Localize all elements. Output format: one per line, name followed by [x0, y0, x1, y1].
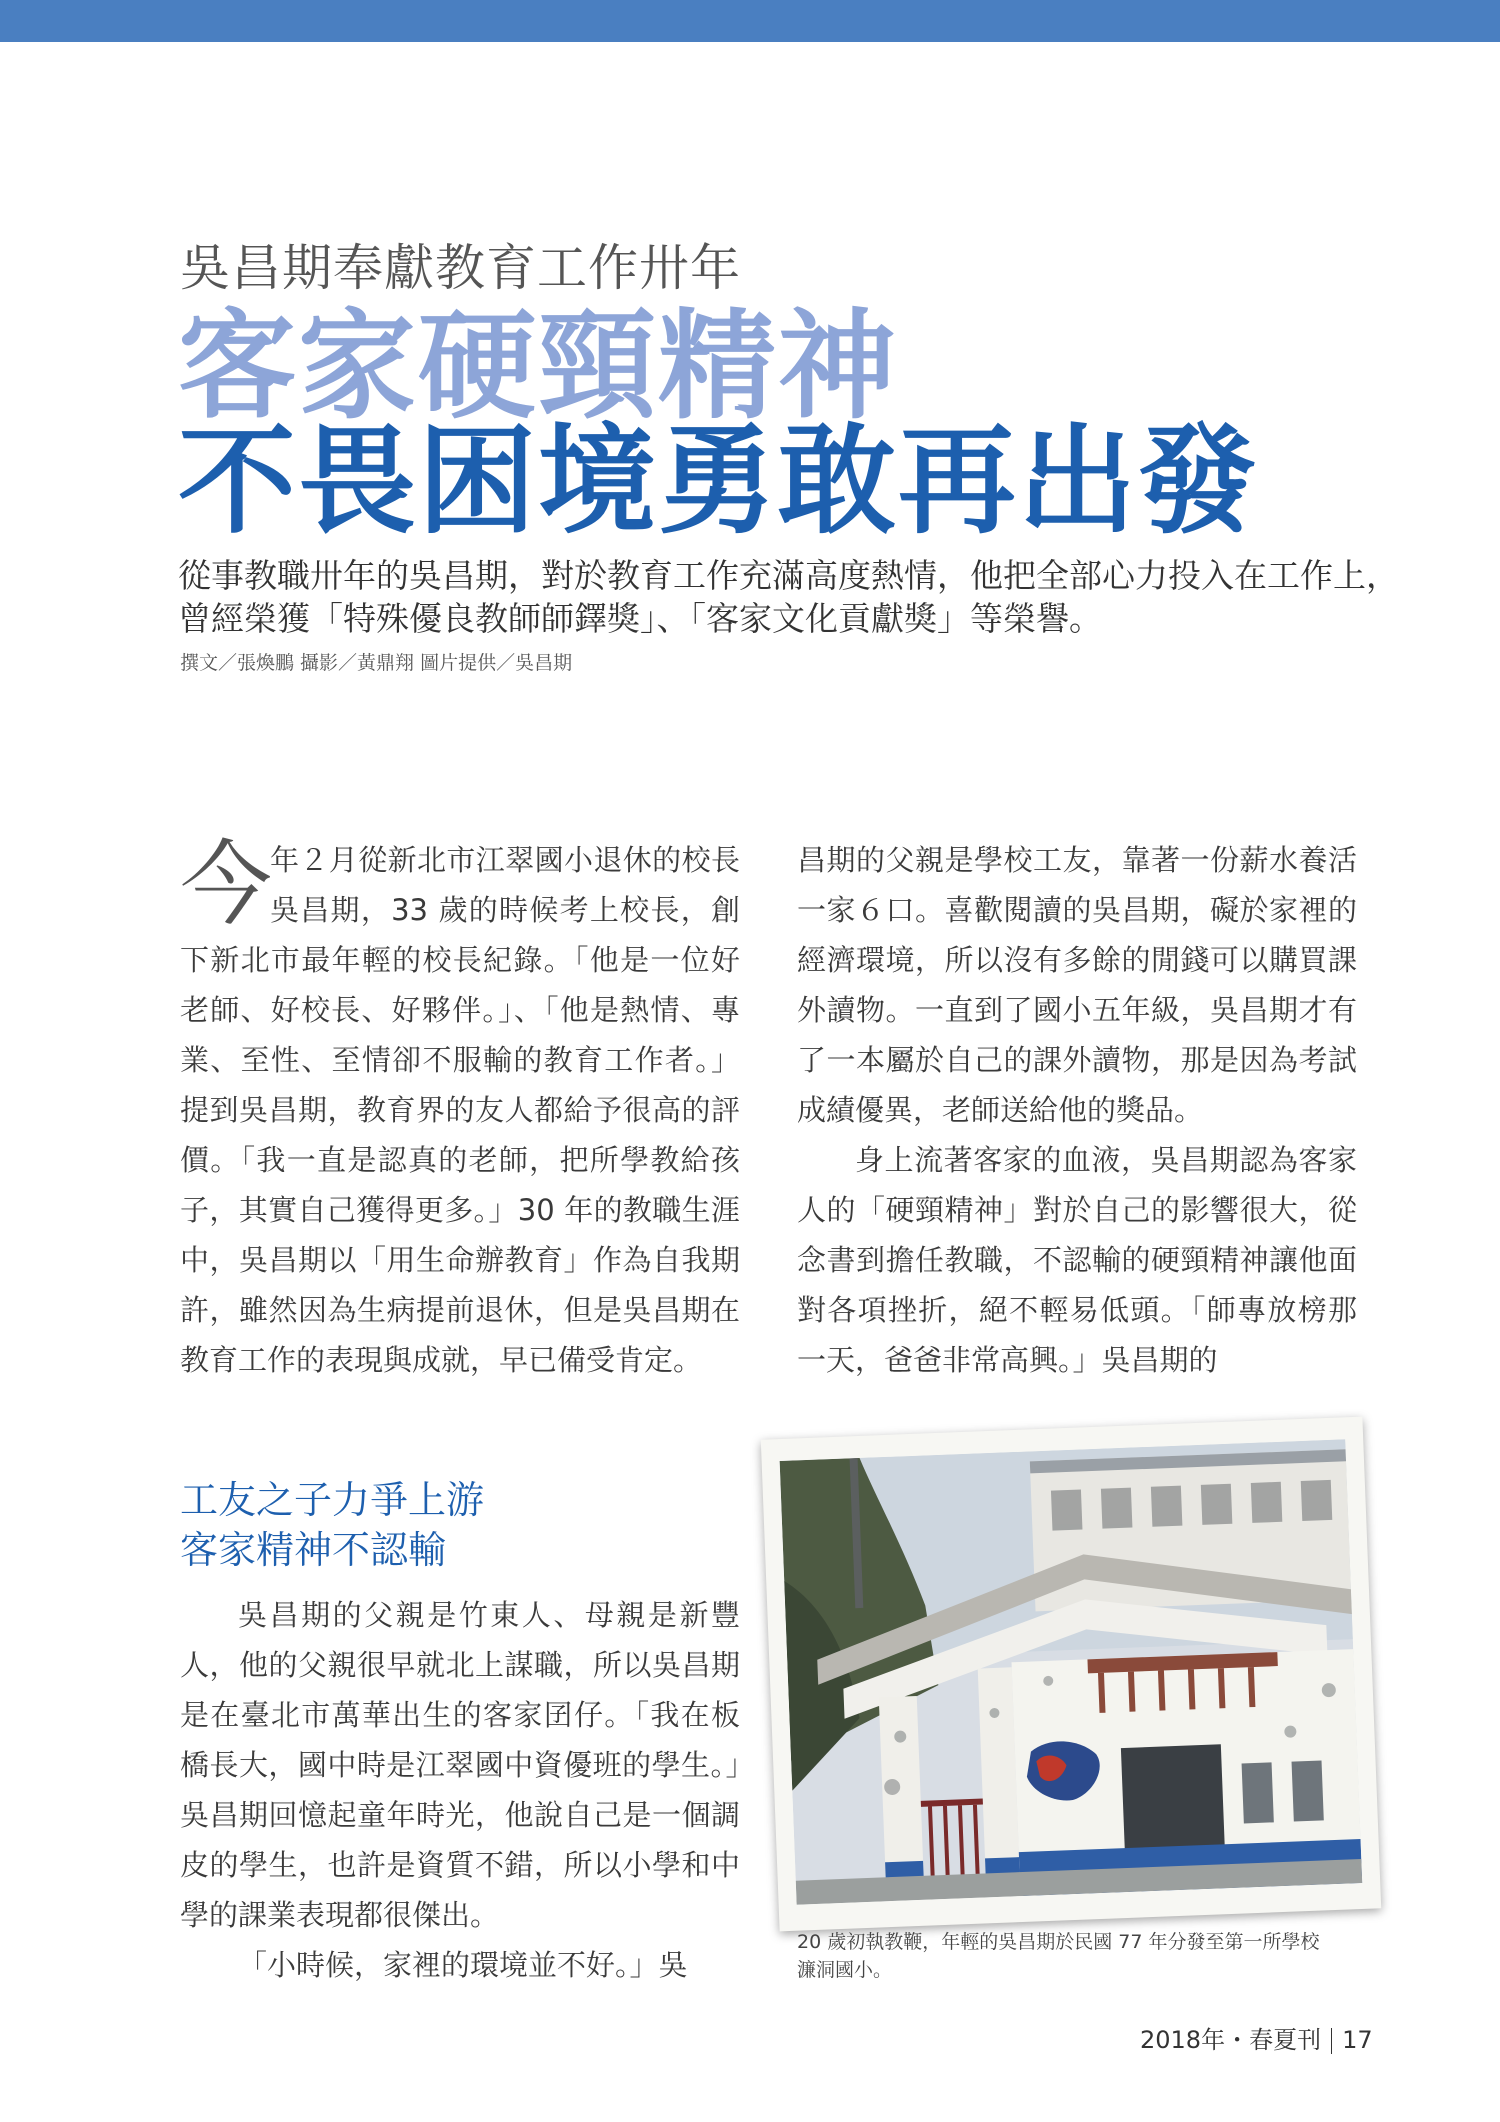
body-paragraph-1: 年２月從新北市江翠國小退休的校長吳昌期，33 歲的時候考上校長，創下新北市最年輕的校長紀錄。「他是一位好老師、好校長、好夥伴。」、「他是熱情、專業、至性、至情卻不服輸的教育工作者。」提到吳昌期，教育界的友人都給予很高的評價。「我一直是認真的老師，把所學教給孩子，其實自己獲得更多。」30 年的教職生涯中，吳昌期以「用生命辦教育」作為自我期許，雖然因為生病提前退休，但是吳昌期在教育工作的表現與成就，早已備受肯定。 — [180, 843, 740, 1377]
body-paragraph-3: 「小時候，家裡的環境並不好。」吳 — [238, 1948, 688, 1982]
body-paragraph-right-2: 身上流著客家的血液，吳昌期認為客家人的「硬頸精神」對於自己的影響很大，從念書到擔任教職，不認輸的硬頸精神讓他面對各項挫折，絕不輕易低頭。「師專放榜那一天，爸爸非常高興。」吳昌期的 — [797, 1143, 1357, 1377]
article-credits: 撰文／張煥鵬 攝影／黃鼎翔 圖片提供／吳昌期 — [180, 652, 573, 674]
caption-line-2: 濂洞國小。 — [797, 1959, 893, 1981]
article-kicker: 吳昌期奉獻教育工作卅年 — [180, 239, 741, 297]
article-title-line-1: 客家硬頸精神 — [178, 297, 899, 435]
school-photo-frame — [761, 1417, 1381, 1932]
subheading-line-1: 工友之子力爭上游 — [180, 1478, 485, 1522]
lede-line-2: 曾經榮獲「特殊優良教師師鐸獎」、「客家文化貢獻獎」等榮譽。 — [178, 598, 1102, 638]
section-subheading — [180, 1475, 484, 1575]
body-column-left-top — [180, 831, 740, 1385]
issue-label: 2018年・春夏刊 — [1140, 2026, 1322, 2054]
page-number: 17 — [1342, 2026, 1373, 2054]
photo-caption — [797, 1928, 1319, 1984]
lede-line-1: 從事教職卅年的吳昌期，對於教育工作充滿高度熱情，他把全部心力投入在工作上， — [178, 556, 1399, 595]
article-lede — [178, 555, 1399, 641]
footer-separator — [1331, 2028, 1332, 2054]
article-title-line-2: 不畏困境勇敢再出發 — [178, 412, 1259, 550]
drop-cap: 今 — [180, 831, 273, 938]
subheading-line-2: 客家精神不認輸 — [180, 1528, 447, 1572]
body-column-left-bottom — [180, 1590, 740, 1990]
body-paragraph-right-1: 昌期的父親是學校工友，靠著一份薪水養活一家６口。喜歡閱讀的吳昌期，礙於家裡的經濟環境，所以沒有多餘的閒錢可以購買課外讀物。一直到了國小五年級，吳昌期才有了一本屬於自己的課外讀物，那是因為考試成績優異，老師送給他的獎品。 — [797, 843, 1357, 1127]
body-column-right — [797, 835, 1357, 1385]
page-footer — [1140, 2020, 1373, 2055]
caption-line-1: 20 歲初執教鞭，年輕的吳昌期於民國 77 年分發至第一所學校 — [797, 1931, 1320, 1953]
body-paragraph-2: 吳昌期的父親是竹東人、母親是新豐人，他的父親很早就北上謀職，所以吳昌期是在臺北市萬華出生的客家囝仔。「我在板橋長大，國中時是江翠國中資優班的學生。」吳昌期回憶起童年時光，他說自己是一個調皮的學生，也許是資質不錯，所以小學和中學的課業表現都很傑出。 — [180, 1598, 740, 1932]
top-color-bar — [0, 0, 1500, 42]
school-photo — [780, 1439, 1363, 1904]
